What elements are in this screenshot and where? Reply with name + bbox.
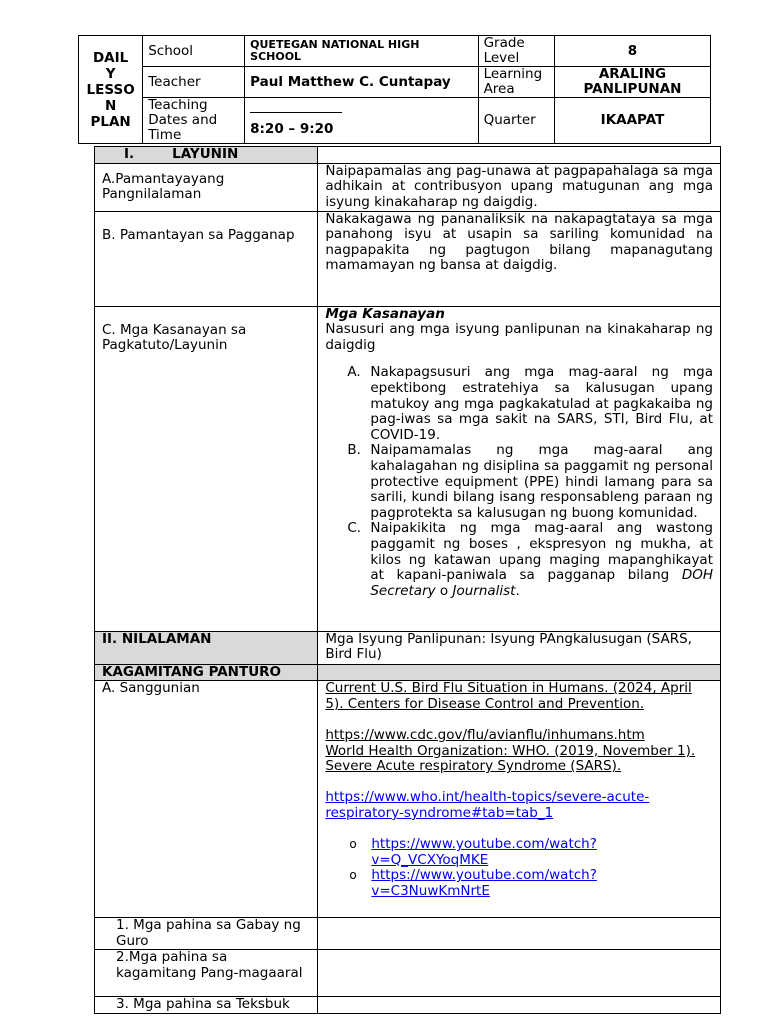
- youtube-link-2[interactable]: https://www.youtube.com/watch?v=C3NuwKmNrtE: [371, 867, 597, 899]
- objective-marker: C.: [347, 520, 362, 537]
- layunin-heading: [95, 147, 318, 164]
- reference-who: World Health Organization: WHO. (2019, November 1). Severe Acute respiratory Syndrome (SARS).: [325, 742, 696, 775]
- teacher-value: Paul Matthew C. Cuntapay: [245, 67, 478, 98]
- header-table: [78, 35, 711, 144]
- role-journalist: Journalist: [452, 582, 516, 599]
- pamantayan-sa-pagganap-text: Nakakagawa ng pananaliksik na nakapagtataya sa mga panahong isyu at usapin sa sariling komunidad na nagpapakita ng pagtugon bilang mapanagutang mamamayan ng bansa at daigdig.: [318, 211, 721, 306]
- teaching-dates-label: Teaching Dates and Time: [143, 98, 245, 144]
- dlp-line: Y: [105, 65, 116, 82]
- video-link-item: [325, 868, 713, 899]
- quarter-value: IKAAPAT: [555, 98, 711, 144]
- dlp-line: PLAN: [90, 113, 131, 130]
- teacher-label: Teacher: [143, 67, 245, 98]
- gabay-ng-guro-label-text: 1. Mga pahina sa Gabay ng Guro: [116, 917, 301, 949]
- kasanayan-heading: Mga Kasanayan: [325, 305, 445, 322]
- pamantayan-sa-pagganap-label: [95, 211, 318, 306]
- daily-lesson-plan-title: [79, 36, 143, 144]
- kagamitang-pang-magaaral-label: [95, 950, 318, 997]
- nilalaman-label: II. NILALAMAN: [95, 631, 318, 664]
- objective-item: [325, 443, 713, 521]
- gabay-ng-guro-label: [95, 918, 318, 950]
- objective-or: o: [435, 582, 453, 599]
- kasanayan-label: C. Mga Kasanayan sa Pagkatuto/Layunin: [102, 321, 247, 354]
- learning-area-value: ARALING PANLIPUNAN: [555, 67, 711, 98]
- learning-area-label: Learning Area: [478, 67, 554, 98]
- teksbuk-label: [95, 997, 318, 1014]
- objective-marker: A.: [347, 364, 361, 381]
- pamantayang-pangnilalaman-text: Naipapamalas ang pag-unawa at pagpapahalaga sa mga adhikain at contribusyon upang matugunan ang mga isyung kinakaharap ng daigdig.: [318, 163, 721, 211]
- grade-level-label: Grade Level: [478, 36, 554, 67]
- pamantayan-sa-pagganap-label-text: B. Pamantayan sa Pagganap: [102, 226, 295, 243]
- teksbuk-label-text: 3. Mga pahina sa Teksbuk: [116, 996, 290, 1013]
- bullet-circle: o: [349, 868, 357, 883]
- kagamitang-panturo-heading-blank: [318, 664, 721, 681]
- teaching-dates-cell: [245, 98, 478, 144]
- objectives-list: [325, 365, 713, 599]
- gabay-ng-guro-value: [318, 918, 721, 950]
- kasanayan-content: [318, 306, 721, 631]
- blank-date-line: [250, 112, 342, 113]
- layunin-title: LAYUNIN: [172, 146, 239, 162]
- youtube-link-1[interactable]: https://www.youtube.com/watch?v=Q_VCXYoqMKE: [371, 836, 597, 868]
- dlp-line: LESSO: [86, 81, 135, 98]
- role-doh-secretary: DOH Secretary: [370, 567, 713, 599]
- pamantayang-pangnilalaman-label: A.Pamantayayang Pangnilalaman: [95, 163, 318, 211]
- video-link-item: [325, 837, 713, 868]
- nilalaman-text: Mga Isyung Panlipunan: Isyung PAngkalusugan (SARS, Bird Flu): [318, 631, 721, 664]
- bullet-circle: o: [349, 837, 357, 852]
- teaching-time-value: 8:20 – 9:20: [250, 120, 334, 137]
- school-value: QUETEGAN NATIONAL HIGH SCHOOL: [245, 36, 478, 67]
- kasanayan-intro: Nasusuri ang mga isyung panlipunan na kinakaharap ng daigdig: [325, 321, 713, 353]
- kagamitang-pang-magaaral-label-text: 2.Mga pahina sa kagamitang Pang-magaaral: [116, 949, 303, 981]
- dlp-line: DAIL: [92, 49, 129, 66]
- reference-cdc: Current U.S. Bird Flu Situation in Humans. (2024, April 5). Centers for Disease Control and Prevention.: [325, 680, 692, 712]
- dlp-line: N: [104, 97, 117, 114]
- objective-text: Nakapagsusuri ang mga mag-aaral ng mga epektibong estratehiya sa kalusugan upang matukoy ang mga pagkakatulad at pagkakaiba ng pag-iwas sa mga sakit na SARS, STI, Bird Flu, at COVID-19.: [370, 364, 713, 443]
- sanggunian-content: [318, 681, 721, 918]
- school-label: School: [143, 36, 245, 67]
- kagamitang-panturo-heading: KAGAMITANG PANTURO: [95, 664, 318, 681]
- objective-text: Naipamamalas ng mga mag-aaral ang kahalagahan ng disiplina sa paggamit ng personal protective equipment (PPE) hindi lamang para sa sarili, kundi bilang isang responsableng paraan ng pagprotekta sa kalusugan ng buong komunidad.: [370, 442, 713, 521]
- sanggunian-label: A. Sanggunian: [95, 681, 318, 918]
- video-links: [325, 837, 713, 899]
- objective-item: [325, 365, 713, 443]
- objective-item: [325, 521, 713, 599]
- lesson-plan-table: [94, 146, 721, 1014]
- layunin-heading-blank: [318, 147, 721, 164]
- grade-level-value: 8: [555, 36, 711, 67]
- kasanayan-label-cell: [95, 306, 318, 631]
- reference-cdc-url[interactable]: https://www.cdc.gov/flu/avianflu/inhumans.htm: [325, 726, 645, 743]
- quarter-label: Quarter: [478, 98, 554, 144]
- objective-marker: B.: [347, 442, 361, 459]
- objective-end: .: [515, 582, 520, 599]
- reference-who-link[interactable]: https://www.who.int/health-topics/severe-acute-respiratory-syndrome#tab=tab_1: [325, 789, 650, 821]
- layunin-number: I.: [124, 146, 135, 162]
- objective-text: Naipakikita ng mga mag-aaral ang wastong paggamit ng boses , ekspresyon ng mukha, at kilos ng katawan upang maging mapanghikayat at kapani-paniwala sa pagganap bilang: [370, 520, 713, 584]
- kagamitang-pang-magaaral-value: [318, 950, 721, 997]
- teksbuk-value: [318, 997, 721, 1014]
